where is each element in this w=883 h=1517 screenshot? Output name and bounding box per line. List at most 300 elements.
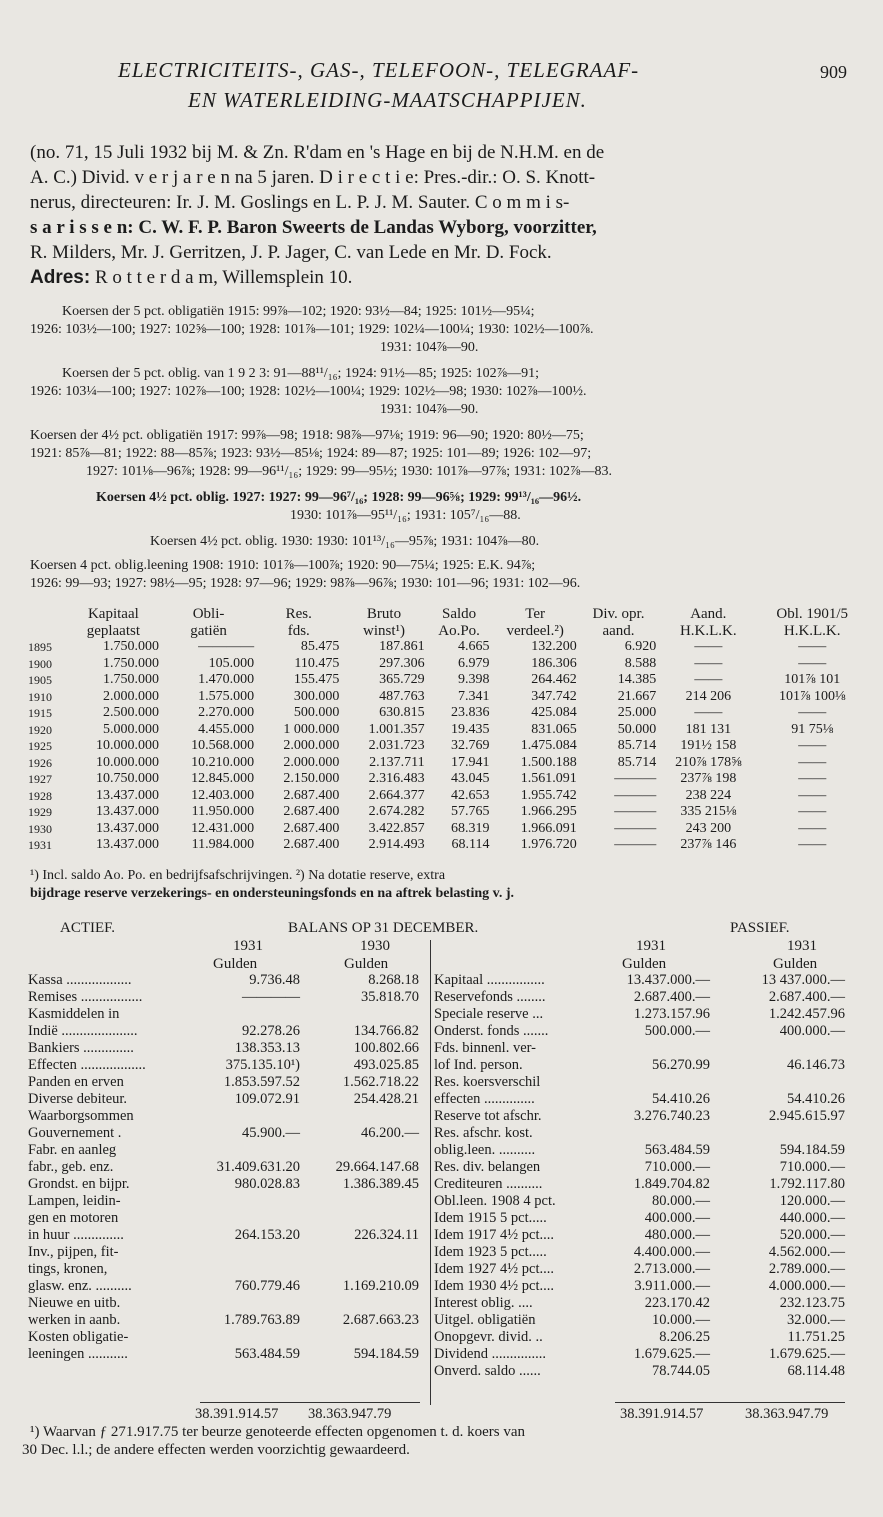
actief-value-1931 <box>185 1210 300 1227</box>
actief-value-1931: 760.779.46 <box>234 1278 300 1294</box>
passief-value-1930: 13 437.000.— <box>761 972 845 988</box>
actief-value-1930-column <box>305 972 419 1363</box>
actief-label: gen en motoren <box>28 1210 119 1226</box>
passief-label: Onverd. saldo ...... <box>434 1363 541 1379</box>
passief-value-1930: 1.242.457.96 <box>768 1006 845 1022</box>
table-row <box>28 738 868 755</box>
table-cell: 1.001.357 <box>368 721 425 737</box>
year-cell: 1930 <box>28 821 52 836</box>
passief-label: Dividend ............... <box>434 1346 546 1362</box>
passief-value-1931: 223.170.42 <box>644 1295 710 1311</box>
table-cell: 12.431.000 <box>191 820 255 836</box>
table-cell: 214 206 <box>685 688 732 704</box>
table-cell: 2.000.000 <box>102 688 159 704</box>
actief-label: Kosten obligatie- <box>28 1329 129 1345</box>
passief-value-1931: 54.410.26 <box>652 1091 710 1107</box>
table-cell: 2.687.400 <box>283 804 340 819</box>
page-title-line1: ELECTRICITEITS-, GAS-, TELEFOON-, TELEGRAAF- <box>118 58 640 82</box>
stats-header: Res. <box>285 606 312 622</box>
passief-value-1931-column <box>590 972 710 1380</box>
passief-value-1931: 1.273.157.96 <box>633 1006 710 1022</box>
actief-value-1930: 1.386.389.45 <box>342 1176 419 1192</box>
table-cell: ——— <box>614 837 657 852</box>
passief-value-1930: 400.000.— <box>779 1023 845 1039</box>
table-cell: 13.437.000 <box>95 787 159 803</box>
passief-value-1930: 2.687.400.— <box>768 989 845 1005</box>
actief-title: ACTIEF. <box>60 920 116 936</box>
address-line <box>30 267 352 289</box>
table-cell: 13.437.000 <box>95 837 159 852</box>
table-cell: 85.475 <box>300 639 340 654</box>
table-cell: ——— <box>614 771 657 786</box>
actief-value-1930: 493.025.85 <box>353 1057 419 1073</box>
stats-header: Obli- <box>192 606 225 622</box>
actief-label: Indië ..................... <box>28 1023 138 1039</box>
table-row <box>28 705 868 722</box>
table-row <box>28 689 868 706</box>
passief-label: Res. koersverschil <box>434 1074 541 1090</box>
passief-value-1931: 500.000.— <box>644 1023 710 1039</box>
actief-value-1930: 134.766.82 <box>353 1023 419 1039</box>
table-cell: 13.437.000 <box>95 804 159 819</box>
actief-label: Fabr. en aanleg <box>28 1142 117 1158</box>
passief-value-1931: 8.206.25 <box>659 1329 710 1345</box>
table-row <box>28 788 868 805</box>
table-cell: 2.914.493 <box>368 837 425 852</box>
table-cell: 831.065 <box>531 721 577 737</box>
stats-header-row <box>28 623 868 640</box>
table-cell: 10.000.000 <box>95 754 159 770</box>
passief-label: Res. afschr. kost. <box>434 1125 533 1141</box>
table-cell: 6.979 <box>458 655 490 671</box>
actief-value-1931: 45.900.— <box>242 1125 300 1141</box>
table-cell: 155.475 <box>293 672 340 687</box>
passief-value-1931: 563.484.59 <box>644 1142 710 1158</box>
koersen-line: Koersen der 5 pct. oblig. van 1 9 2 3: 91—88¹¹/₁₆; 1924: 91½—85; 1925: 102⅞—91; <box>62 366 540 381</box>
table-cell: 1.500.188 <box>520 754 577 770</box>
total-passief-1931: 38.391.914.57 <box>620 1406 704 1422</box>
actief-value-1930 <box>305 1142 419 1159</box>
table-cell: 11.984.000 <box>191 837 255 852</box>
table-cell: 8.588 <box>624 655 657 671</box>
koersen-line: Koersen der 4½ pct. obligatiën 1917: 99⅞—98; 1918: 98⅞—97⅛; 1919: 96—90; 1920: 80½—75; <box>30 428 584 443</box>
passief-label-column <box>434 972 614 1380</box>
unit-gulden: Gulden <box>773 956 818 972</box>
table-row <box>28 656 868 673</box>
stats-header: winst¹) <box>363 622 405 639</box>
table-cell: —— <box>694 655 723 671</box>
passief-label: Idem 1917 4½ pct.... <box>434 1227 555 1243</box>
actief-value-1930: 594.184.59 <box>353 1346 419 1362</box>
passief-title: PASSIEF. <box>730 920 790 936</box>
table-row <box>28 755 868 772</box>
actief-value-1931: 980.028.83 <box>234 1176 300 1192</box>
passief-value-1930: 4.562.000.— <box>768 1244 845 1260</box>
table-cell: 187.861 <box>379 639 425 654</box>
table-row <box>28 722 868 739</box>
actief-value-1931: 138.353.13 <box>234 1040 300 1056</box>
balance-footnote: ¹) Waarvan ƒ 271.917.75 ter beurze genoteerde effecten opgenomen t. d. koers van <box>30 1424 526 1440</box>
table-cell: ——— <box>614 820 657 836</box>
stats-header: Div. opr. <box>592 606 645 622</box>
passief-label: Crediteuren .......... <box>434 1176 543 1192</box>
address-label: Adres: <box>30 267 91 288</box>
table-cell: —— <box>798 639 827 654</box>
year-cell: 1900 <box>28 656 52 671</box>
table-cell: 4.665 <box>458 639 490 654</box>
table-cell: 500.000 <box>293 705 340 720</box>
stats-footnote: bijdrage reserve verzekerings- en ondersteuningsfonds en na aftrek belasting v. j. <box>30 886 515 901</box>
total-rule-passief <box>615 1402 845 1403</box>
stats-header: Ter <box>525 606 546 622</box>
actief-value-1931: 109.072.91 <box>234 1091 300 1107</box>
passief-label: Obl.leen. 1908 4 pct. <box>434 1193 556 1209</box>
page-title-line2: EN WATERLEIDING-MAATSCHAPPIJEN. <box>188 88 587 112</box>
passief-value-1931: 2.687.400.— <box>633 989 710 1005</box>
actief-value-1931 <box>185 1329 300 1346</box>
passief-value-1930: 710.000.— <box>779 1159 845 1175</box>
table-cell: 11.950.000 <box>191 804 255 819</box>
table-cell: —— <box>694 705 723 720</box>
table-cell: 2.674.282 <box>368 804 425 819</box>
year-passief-1931: 1931 <box>636 938 666 954</box>
koersen-line: 1926: 99—93; 1927: 98½—95; 1928: 97—96; 1929: 98⅞—96⅞; 1930: 101—96; 1931: 102—96. <box>30 576 581 591</box>
passief-value-1930: 1.679.625.— <box>768 1346 845 1362</box>
actief-value-1931: ———— <box>242 989 300 1005</box>
stats-header <box>28 606 68 623</box>
year-cell: 1895 <box>28 640 52 654</box>
table-cell: 2.150.000 <box>283 771 340 786</box>
passief-value-1931: 80.000.— <box>652 1193 710 1209</box>
page-number: 909 <box>820 62 847 82</box>
table-cell: 365.729 <box>379 672 425 687</box>
actief-value-1930: 1.169.210.09 <box>342 1278 419 1294</box>
actief-label: Remises ................. <box>28 989 143 1005</box>
table-cell: 110.475 <box>294 655 340 671</box>
table-cell: 2.000.000 <box>283 754 340 770</box>
passief-value-1930: 120.000.— <box>779 1193 845 1209</box>
actief-label: tings, kronen, <box>28 1261 108 1277</box>
table-cell: 2.687.400 <box>283 787 340 803</box>
koersen-line: 1931: 104⅞—90. <box>380 402 479 417</box>
passief-value-1931: 56.270.99 <box>652 1057 710 1073</box>
actief-label: leeningen ........... <box>28 1346 128 1362</box>
passief-label: Idem 1930 4½ pct.... <box>434 1278 555 1294</box>
stats-header-row <box>28 606 868 623</box>
total-rule-actief <box>200 1402 420 1403</box>
table-cell: 2.137.711 <box>369 754 425 770</box>
actief-value-1930: 35.818.70 <box>361 989 419 1005</box>
table-cell: 2.000.000 <box>283 738 340 753</box>
table-cell: 6.920 <box>624 639 657 654</box>
actief-label: glasw. enz. .......... <box>28 1278 132 1294</box>
year-actief-1930: 1930 <box>360 938 390 954</box>
table-cell: 297.306 <box>379 655 425 671</box>
actief-label: in huur .............. <box>28 1227 124 1243</box>
table-cell: 91 75⅛ <box>791 721 834 737</box>
passief-value-1930 <box>730 1074 845 1091</box>
table-cell: —— <box>798 655 827 671</box>
passief-label: Idem 1923 5 pct..... <box>434 1244 547 1260</box>
passief-value-1931: 3.911.000.— <box>634 1278 710 1294</box>
table-cell: 13.437.000 <box>95 820 159 836</box>
koersen-line: Koersen 4½ pct. oblig. 1927: 1927: 99—96⁷/₁₆; 1928: 99—96⅝; 1929: 99¹³/₁₆—96½. <box>96 490 582 505</box>
table-cell: —— <box>798 787 827 803</box>
table-cell: 2.687.400 <box>283 820 340 836</box>
passief-value-1931: 13.437.000.— <box>626 972 710 988</box>
stats-header: Bruto <box>366 606 402 622</box>
table-cell: 42.653 <box>451 787 490 803</box>
table-cell: 9.398 <box>458 672 490 687</box>
passief-value-1931: 710.000.— <box>644 1159 710 1175</box>
koersen-line: 1927: 101⅛—96⅞; 1928: 99—96¹¹/₁₆; 1929: 99—95½; 1930: 101⅞—97⅞; 1931: 102⅞—83. <box>86 464 613 479</box>
passief-label: effecten .............. <box>434 1091 535 1107</box>
table-cell: 132.200 <box>531 639 577 654</box>
table-cell: 237⅞ 146 <box>680 837 737 852</box>
passief-value-1930: 4.000.000.— <box>768 1278 845 1294</box>
table-cell: —— <box>798 771 827 786</box>
passief-label: Kapitaal ................ <box>434 972 545 988</box>
table-cell: 10.750.000 <box>95 771 159 786</box>
table-cell: 243 200 <box>685 820 732 836</box>
stats-header <box>28 623 68 640</box>
table-cell: 1.561.091 <box>520 771 577 786</box>
table-cell: 2.664.377 <box>368 787 425 803</box>
passief-value-1931: 10.000.— <box>652 1312 710 1328</box>
intro-line3: nerus, directeuren: Ir. J. M. Goslings en L. P. J. M. Sauter. C o m m i s- <box>30 192 570 213</box>
koersen-line: 1926: 103½—100; 1927: 102⅝—100; 1928: 101⅞—101; 1929: 102¼—100¼; 1930: 102½—100⅞. <box>30 322 594 337</box>
table-row <box>28 837 868 854</box>
actief-value-1931: 563.484.59 <box>234 1346 300 1362</box>
actief-label: Diverse debiteur. <box>28 1091 128 1107</box>
stats-header: verdeel.²) <box>506 622 564 639</box>
stats-header: Ao.Po. <box>438 622 480 639</box>
koersen-line: Koersen der 5 pct. obligatiën 1915: 99⅞—102; 1920: 93½—84; 1925: 101½—95¼; <box>62 304 535 319</box>
table-cell: 10.568.000 <box>191 738 255 753</box>
actief-label: Inv., pijpen, fit- <box>28 1244 119 1260</box>
intro-line2: A. C.) Divid. v e r j a r e n na 5 jaren. D i r e c t i e: Pres.-dir.: O. S. Knott- <box>30 167 596 188</box>
actief-value-1931 <box>185 1244 300 1261</box>
actief-value-1930: 2.687.663.23 <box>342 1312 419 1328</box>
table-cell: 347.742 <box>531 688 577 704</box>
passief-value-1930: 54.410.26 <box>787 1091 845 1107</box>
table-cell: —— <box>798 837 827 852</box>
table-cell: 487.763 <box>379 688 425 704</box>
table-cell: —— <box>798 705 827 720</box>
actief-value-1930 <box>305 1108 419 1125</box>
actief-value-1930: 8.268.18 <box>368 972 419 988</box>
total-actief-1931: 38.391.914.57 <box>195 1406 279 1422</box>
passief-label: Res. div. belangen <box>434 1159 541 1175</box>
passief-value-1931: 1.679.625.— <box>633 1346 710 1362</box>
total-passief-1930: 38.363.947.79 <box>745 1406 829 1422</box>
stats-header: Aand. <box>690 606 727 622</box>
actief-value-1931-column <box>185 972 300 1363</box>
actief-label: fabr., geb. enz. <box>28 1159 114 1175</box>
intro-line1: (no. 71, 15 Juli 1932 bij M. & Zn. R'dam en 's Hage en bij de N.H.M. en de <box>30 142 605 163</box>
table-cell: 10.210.000 <box>191 754 255 770</box>
passief-label: Fds. binnenl. ver- <box>434 1040 537 1056</box>
stats-header: gatiën <box>190 622 227 639</box>
koersen-line: 1930: 101⅞—95¹¹/₁₆; 1931: 105⁷/₁₆—88. <box>290 508 521 523</box>
table-cell: 4.455.000 <box>198 721 255 737</box>
intro-line4: s a r i s s e n: C. W. F. P. Baron Sweerts de Landas Wyborg, voorzitter, <box>30 217 597 238</box>
actief-label: Gouvernement . <box>28 1125 122 1141</box>
table-cell: 5.000.000 <box>102 721 159 737</box>
passief-value-1930: 11.751.25 <box>787 1329 845 1345</box>
year-cell: 1927 <box>28 772 52 786</box>
table-cell: —— <box>798 820 827 836</box>
table-cell: 2.687.400 <box>283 837 340 852</box>
passief-label: oblig.leen. .......... <box>434 1142 536 1158</box>
table-cell: 23.836 <box>451 705 490 720</box>
table-cell: 210⅞ 178⅝ <box>675 754 742 770</box>
table-cell: 14.385 <box>617 672 657 687</box>
table-cell: 1 000.000 <box>283 721 340 737</box>
stats-table <box>28 606 868 854</box>
table-cell: 7.341 <box>458 688 490 704</box>
actief-value-1931 <box>185 1295 300 1312</box>
passief-label: Speciale reserve ... <box>434 1006 544 1022</box>
table-cell: 101⅞ 100⅛ <box>778 688 846 704</box>
actief-label: Nieuwe en uitb. <box>28 1295 121 1311</box>
table-cell: 2.316.483 <box>368 771 425 786</box>
table-cell: 630.815 <box>379 705 425 720</box>
koersen-line: Koersen 4½ pct. oblig. 1930: 1930: 101¹³/₁₆—95⅞; 1931: 104⅞—80. <box>150 534 540 549</box>
passief-value-1930: 32.000.— <box>787 1312 845 1328</box>
passief-value-1931: 78.744.05 <box>652 1363 710 1379</box>
passief-value-1931 <box>590 1040 710 1057</box>
actief-value-1930: 226.324.11 <box>354 1227 419 1243</box>
actief-label: Kasmiddelen in <box>28 1006 120 1022</box>
actief-value-1930: 29.664.147.68 <box>335 1159 419 1175</box>
passief-label: Idem 1915 5 pct..... <box>434 1210 547 1226</box>
passief-value-1930: 2.945.615.97 <box>768 1108 845 1124</box>
actief-value-1930 <box>305 1210 419 1227</box>
table-row <box>28 804 868 821</box>
table-cell: —— <box>798 754 827 770</box>
table-row <box>28 771 868 788</box>
table-cell: 186.306 <box>531 655 577 671</box>
stats-header: H.K.L.K. <box>783 622 841 639</box>
unit-gulden: Gulden <box>344 956 389 972</box>
actief-value-1930 <box>305 1295 419 1312</box>
year-cell: 1920 <box>28 722 52 737</box>
table-cell: 425.084 <box>531 705 577 720</box>
table-cell: 50.000 <box>617 721 657 737</box>
stats-header: fds. <box>287 622 310 639</box>
actief-value-1931: 1.789.763.89 <box>223 1312 300 1328</box>
actief-label: Panden en erven <box>28 1074 124 1090</box>
stats-header: Kapitaal <box>87 606 139 622</box>
actief-label-column <box>28 972 198 1363</box>
table-cell: 1.976.720 <box>520 837 577 852</box>
actief-value-1931: 92.278.26 <box>242 1023 300 1039</box>
passief-value-1930: 520.000.— <box>779 1227 845 1243</box>
passief-value-1930: 594.184.59 <box>779 1142 845 1158</box>
table-cell: 85.714 <box>617 754 657 770</box>
actief-label: Kassa .................. <box>28 972 132 988</box>
balance-footnote: 30 Dec. l.l.; de andere effecten werden voorzichtig gewaardeerd. <box>22 1442 410 1458</box>
balance-title: BALANS OP 31 DECEMBER. <box>288 920 479 936</box>
table-cell: 1.470.000 <box>198 672 255 687</box>
koersen-line: 1931: 104⅞—90. <box>380 340 479 355</box>
table-cell: 12.845.000 <box>191 771 255 786</box>
passief-value-1930: 1.792.117.80 <box>769 1176 845 1192</box>
actief-label: Grondst. en bijpr. <box>28 1176 130 1192</box>
passief-value-1930-column <box>730 972 845 1380</box>
passief-value-1930: 232.123.75 <box>779 1295 845 1311</box>
actief-value-1931: 31.409.631.20 <box>216 1159 300 1175</box>
table-cell: —— <box>798 738 827 753</box>
table-cell: 1.750.000 <box>102 655 159 671</box>
passief-value-1930 <box>730 1040 845 1057</box>
actief-label: Waarborgsommen <box>28 1108 134 1124</box>
year-cell: 1929 <box>28 805 52 819</box>
actief-value-1930 <box>305 1006 419 1023</box>
unit-gulden: Gulden <box>213 956 258 972</box>
passief-label: lof Ind. person. <box>434 1057 523 1073</box>
table-cell: 238 224 <box>685 787 732 803</box>
passief-label: Onderst. fonds ....... <box>434 1023 549 1039</box>
table-cell: 3.422.857 <box>368 820 425 836</box>
year-passief-1931b: 1931 <box>787 938 817 954</box>
stats-header: Obl. 1901/5 <box>776 606 849 622</box>
passief-value-1931: 2.713.000.— <box>633 1261 710 1277</box>
table-cell: 105.000 <box>208 655 255 671</box>
actief-value-1931 <box>185 1006 300 1023</box>
table-row <box>28 672 868 689</box>
table-cell: 17.941 <box>451 754 490 770</box>
passief-label: Idem 1927 4½ pct.... <box>434 1261 555 1277</box>
passief-label: Uitgel. obligatiën <box>434 1312 536 1328</box>
actief-value-1930: 254.428.21 <box>353 1091 419 1107</box>
table-cell: 101⅞ 101 <box>784 672 841 687</box>
passief-value-1930 <box>730 1125 845 1142</box>
stats-footnote: ¹) Incl. saldo Ao. Po. en bedrijfsafschrijvingen. ²) Na dotatie reserve, extra <box>30 868 446 883</box>
table-cell: 1.955.742 <box>520 787 577 803</box>
actief-value-1931 <box>185 1193 300 1210</box>
koersen-line: 1926: 103¼—100; 1927: 102⅞—100; 1928: 102½—100¼; 1929: 102½—98; 1930: 102⅞—100½. <box>30 384 587 399</box>
stats-header: H.K.L.K. <box>679 622 737 639</box>
unit-gulden: Gulden <box>622 956 667 972</box>
passief-value-1931: 480.000.— <box>644 1227 710 1243</box>
table-cell: 25.000 <box>617 705 657 720</box>
table-cell: 2.270.000 <box>198 705 255 720</box>
table-cell: 68.319 <box>451 820 490 836</box>
actief-value-1930 <box>305 1261 419 1278</box>
passief-value-1930: 46.146.73 <box>787 1057 845 1073</box>
koersen-line: 1921: 85⅞—81; 1922: 88—85⅞; 1923: 93½—85⅛; 1924: 89—87; 1925: 101—89; 1926: 102—97; <box>30 446 592 461</box>
table-cell: 1.575.000 <box>198 688 255 704</box>
table-cell: 1.475.084 <box>520 738 577 753</box>
table-cell: —— <box>694 672 723 687</box>
table-cell: 57.765 <box>451 804 490 819</box>
actief-label: Lampen, leidin- <box>28 1193 121 1209</box>
balance-divider <box>430 940 431 1405</box>
stats-header: Saldo <box>441 606 477 622</box>
table-cell: 2.500.000 <box>102 705 159 720</box>
year-cell: 1931 <box>28 838 52 852</box>
actief-value-1930 <box>305 1329 419 1346</box>
table-cell: 85.714 <box>617 738 657 753</box>
passief-label: Reservefonds ........ <box>434 989 546 1005</box>
table-cell: 191½ 158 <box>680 738 737 753</box>
koersen-line: Koersen 4 pct. oblig.leening 1908: 1910: 101⅞—100⅞; 1920: 90—75¼; 1925: E.K. 94⅞; <box>30 558 536 573</box>
actief-value-1931: 375.135.10¹) <box>225 1057 300 1073</box>
passief-value-1930: 440.000.— <box>779 1210 845 1226</box>
passief-label: Reserve tot afschr. <box>434 1108 542 1124</box>
